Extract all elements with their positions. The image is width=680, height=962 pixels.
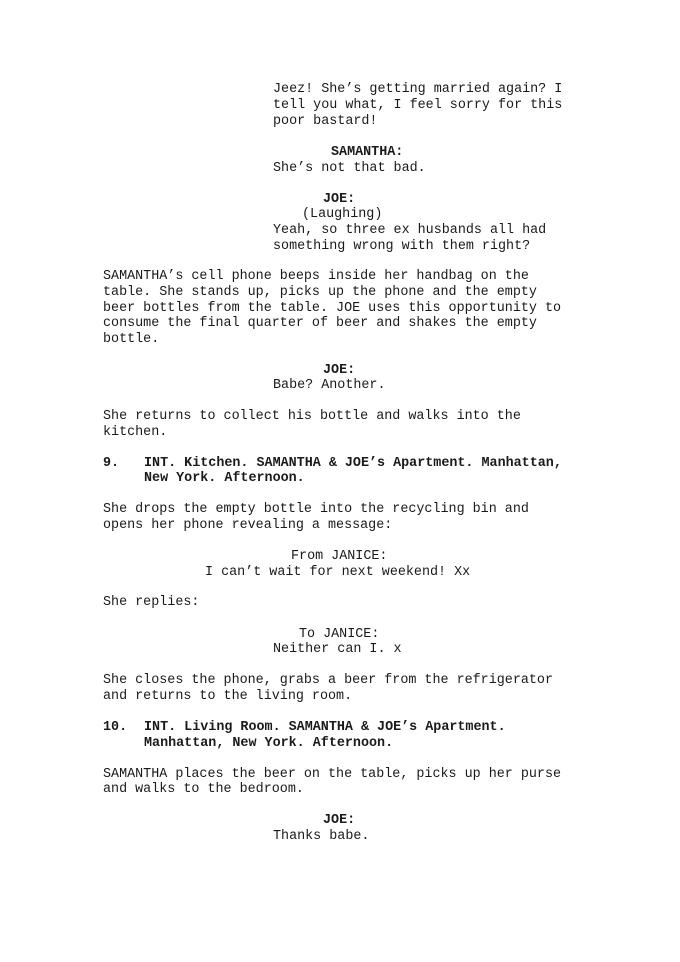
character-name: SAMANTHA:	[331, 145, 404, 160]
dialogue-line: Yeah, so three ex husbands all had	[273, 223, 547, 238]
message-line: Neither can I. x	[273, 642, 402, 657]
action-line: and returns to the living room.	[103, 689, 353, 704]
action-line: opens her phone revealing a message:	[103, 518, 393, 533]
dialogue-line: tell you what, I feel sorry for this	[273, 98, 563, 113]
action-line: consume the final quarter of beer and shakes the empty	[103, 316, 537, 331]
character-name: JOE:	[323, 363, 356, 378]
character-name: JOE:	[323, 192, 356, 207]
action-line: SAMANTHA places the beer on the table, picks up her purse	[103, 767, 562, 782]
action-line: kitchen.	[103, 425, 168, 440]
message-line: To JANICE:	[299, 627, 380, 642]
scene-heading: New York. Afternoon.	[144, 471, 305, 486]
dialogue-line: Thanks babe.	[273, 829, 370, 844]
action-line: She closes the phone, grabs a beer from the refrigerator	[103, 673, 553, 688]
action-line: bottle.	[103, 332, 160, 347]
dialogue-line: Jeez! She’s getting married again? I	[273, 82, 563, 97]
action-line: She returns to collect his bottle and walks into the	[103, 409, 521, 424]
action-line: She replies:	[103, 595, 200, 610]
dialogue-line: She’s not that bad.	[273, 161, 426, 176]
scene-heading: INT. Living Room. SAMANTHA & JOE’s Apartment.	[144, 720, 506, 735]
action-line: beer bottles from the table. JOE uses this opportunity to	[103, 301, 562, 316]
character-name: JOE:	[323, 813, 356, 828]
dialogue-line: Babe? Another.	[273, 378, 386, 393]
message-line: I can’t wait for next weekend! Xx	[205, 565, 471, 580]
action-line: SAMANTHA’s cell phone beeps inside her handbag on the	[103, 269, 529, 284]
action-line: table. She stands up, picks up the phone and the empty	[103, 285, 537, 300]
scene-number: 9.	[103, 456, 120, 471]
scene-heading: INT. Kitchen. SAMANTHA & JOE’s Apartment. Manhattan,	[144, 456, 562, 471]
dialogue-line: poor bastard!	[273, 114, 378, 129]
dialogue-line: something wrong with them right?	[273, 239, 531, 254]
scene-number: 10.	[103, 720, 128, 735]
message-line: From JANICE:	[291, 549, 388, 564]
scene-heading: Manhattan, New York. Afternoon.	[144, 736, 394, 751]
action-line: and walks to the bedroom.	[103, 782, 304, 797]
parenthetical: (Laughing)	[302, 207, 383, 222]
action-line: She drops the empty bottle into the recycling bin and	[103, 502, 529, 517]
